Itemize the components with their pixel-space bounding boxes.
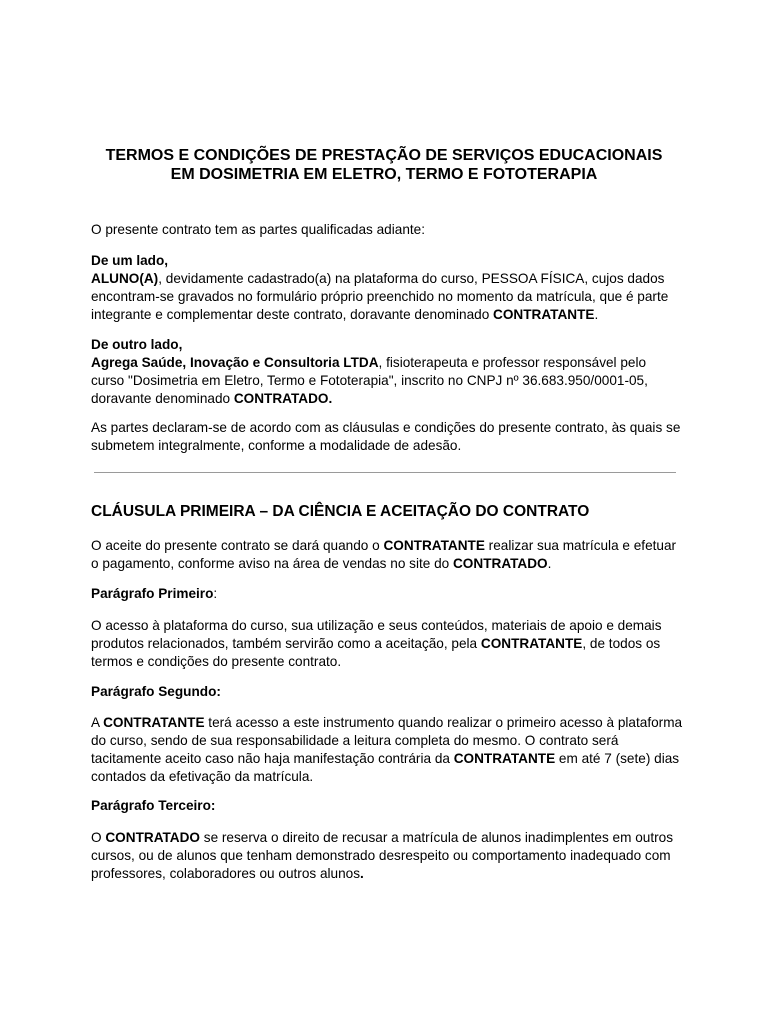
clause-1-text-a: O aceite do presente contrato se dará quando o — [91, 538, 384, 553]
paragraph-2-text-a: A — [91, 715, 104, 730]
paragraph-3-heading: Parágrafo Terceiro: — [91, 798, 216, 813]
title-line-2: EM DOSIMETRIA EM ELETRO, TERMO E FOTOTERAPIA — [170, 166, 598, 183]
party-2-heading: De outro lado, — [91, 337, 183, 352]
title-line-1: TERMOS E CONDIÇÕES DE PRESTAÇÃO DE SERVIÇOS EDUCACIONAIS — [105, 147, 663, 164]
intro-paragraph: O presente contrato tem as partes qualificadas adiante: — [91, 222, 425, 237]
paragraph-2-term-1: CONTRATANTE — [103, 715, 205, 730]
party-2-term: CONTRATADO. — [233, 391, 333, 406]
party-1-name: ALUNO(A) — [91, 271, 159, 286]
party-2-name: Agrega Saúde, Inovação e Consultoria LTDA — [91, 355, 379, 370]
paragraph-1-text-c: , de todos os termos e condições do presente contrato. — [91, 636, 661, 669]
party-2-paragraph — [91, 336, 683, 408]
clause-1-paragraph — [91, 537, 683, 573]
paragraph-2-term-2: CONTRATANTE — [453, 751, 556, 766]
paragraph-2-body — [91, 714, 683, 786]
party-1-end: . — [594, 307, 599, 322]
paragraph-3-body — [91, 829, 683, 883]
paragraph-3-term: CONTRATADO — [105, 830, 200, 845]
paragraph-1-term: CONTRATANTE — [480, 636, 583, 651]
clause-1-term-contratado: CONTRATADO — [452, 556, 548, 571]
party-1-paragraph — [91, 252, 683, 324]
section-divider — [94, 472, 676, 473]
party-1-text: , devidamente cadastrado(a) na plataforma do curso, PESSOA FÍSICA, cujos dados encontram-se gravados no formulário próprio preenchido no momento da matrícula, que é parte integrante e complementar deste contrato, doravante denominado — [91, 271, 669, 322]
paragraph-1-heading-text: Parágrafo Primeiro — [91, 586, 214, 601]
paragraph-1-text-a: O acesso à plataforma do curso, sua utilização e seus conteúdos, materiais de apoio e demais produtos relacionados, também servirão como a aceitação, pela — [91, 618, 662, 651]
clause-1-term-contratante: CONTRATANTE — [383, 538, 485, 553]
paragraph-2-heading: Parágrafo Segundo: — [91, 684, 221, 699]
paragraph-1-heading — [91, 585, 683, 603]
paragraph-3-text-a: O — [91, 830, 106, 845]
paragraph-1-body — [91, 617, 683, 671]
clause-1-text-e: . — [547, 556, 552, 571]
paragraph-3-text-c: se reserva o direito de recusar a matrícula de alunos inadimplentes em outros cursos, ou de alunos que tenham demonstrado desrespeito ou comportamento inadequado com professores, colaboradores ou outros alunos — [91, 830, 674, 881]
party-2-text: , fisioterapeuta e professor responsável pelo curso "Dosimetria em Eletro, Termo e Fototerapia", inscrito no CNPJ nº 36.683.950/0001-05, doravante denominado — [91, 355, 648, 406]
agreement-paragraph: As partes declaram-se de acordo com as cláusulas e condições do presente contrato, às quais se submetem integralmente, conforme a modalidade de adesão. — [91, 420, 681, 453]
paragraph-3-end: . — [360, 866, 364, 881]
clause-1-text-c: realizar sua matrícula e efetuar o pagamento, conforme aviso na área de vendas no site do — [91, 538, 677, 571]
document-title — [60, 146, 708, 184]
paragraph-2-text-c: terá acesso a este instrumento quando realizar o primeiro acesso à plataforma do curso, sendo de sua responsabilidade a leitura completa do mesmo. O contrato será tacitamente aceito caso não haja manifestação contrária da — [91, 715, 683, 766]
paragraph-2-text-e: em até 7 (sete) dias contados da efetivação da matrícula. — [91, 751, 680, 784]
clause-1-heading: CLÁUSULA PRIMEIRA – DA CIÊNCIA E ACEITAÇÃO DO CONTRATO — [91, 503, 590, 520]
party-1-heading: De um lado, — [91, 253, 169, 268]
paragraph-1-heading-colon: : — [213, 586, 218, 601]
party-1-term: CONTRATANTE — [493, 307, 595, 322]
